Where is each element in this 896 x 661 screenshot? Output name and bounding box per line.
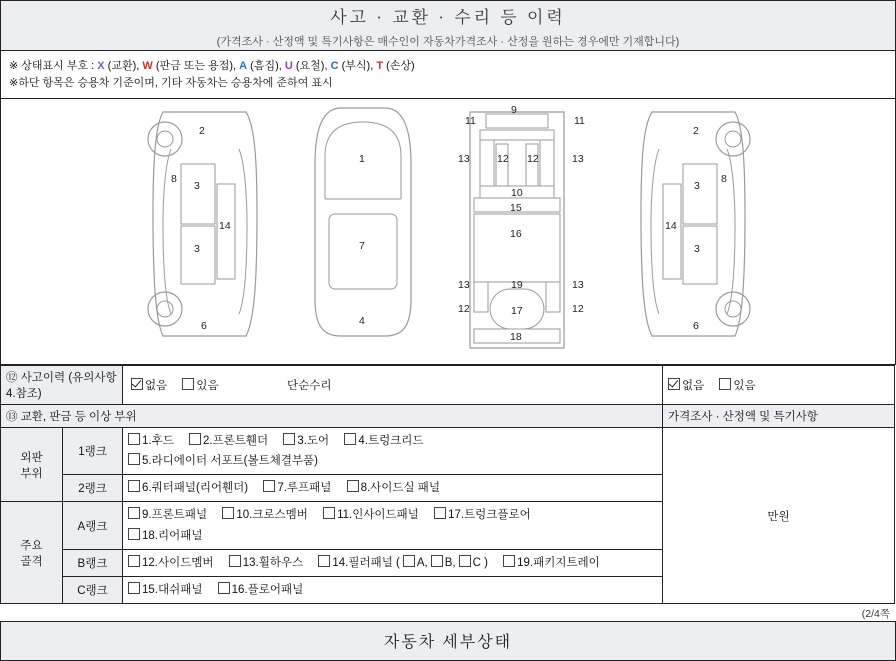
item-18[interactable]: [128, 526, 202, 546]
accident-history-row: [1, 366, 895, 405]
item-9-label: 9.프론트패널: [142, 509, 208, 522]
item-12[interactable]: [128, 553, 214, 573]
group-frame-label: 주요 골격: [1, 502, 63, 604]
item-14A-label: A,: [416, 556, 428, 569]
item-18-label: 18.리어패널: [142, 529, 203, 542]
page-title: 사고 · 교환 · 수리 등 이력: [330, 7, 566, 27]
code-a-label: (흠집): [250, 60, 279, 72]
item-4-label: 4.트렁크리드: [358, 435, 424, 448]
item-4[interactable]: [344, 431, 423, 451]
accident-none-label: 없음: [145, 380, 168, 393]
item-5-label: 5.라디에이터 서포트(볼트체결부품): [142, 455, 318, 468]
diagram-label-19: 19: [511, 279, 523, 292]
item-15-label: 15.대쉬패널: [142, 583, 203, 596]
exchange-title-row: [1, 405, 895, 428]
checkbox-icon[interactable]: [218, 582, 230, 594]
diagram-label-r14: 14: [665, 220, 677, 233]
history-table: [0, 365, 895, 604]
diagram-label-r6: 6: [693, 320, 699, 333]
checkbox-icon[interactable]: [189, 433, 201, 445]
code-t-symbol: T: [376, 60, 384, 72]
price-value: 만원: [663, 428, 895, 604]
checkbox-icon[interactable]: [229, 555, 241, 567]
rank-2-label: 2랭크: [63, 475, 123, 502]
item-19-label: 19.패키지트레이: [517, 556, 600, 569]
legend-line-2: ※하단 항목은 승용차 기준이며, 기타 자동차는 승용차에 준하여 표시: [9, 77, 333, 90]
page-subtitle: (가격조사 · 산정액 및 특기사항은 매수인이 자동차가격조사 · 산정을 원하는 경우에만 기재합니다): [216, 35, 680, 48]
item-14[interactable]: [318, 553, 488, 573]
checkbox-icon[interactable]: [318, 555, 330, 567]
diagram-label-2: 2: [199, 125, 205, 138]
code-x-label: (교환): [107, 60, 137, 72]
item-5[interactable]: [128, 451, 318, 471]
diagram-label-18: 18: [510, 331, 522, 344]
simple-repair-yes-option[interactable]: [719, 377, 755, 393]
outer-rank1-row: [1, 428, 895, 475]
diagram-label-r3a: 3: [694, 180, 700, 193]
checkbox-icon[interactable]: [128, 433, 140, 445]
diagram-label-11L: 11: [465, 115, 476, 128]
checkbox-icon[interactable]: [283, 433, 295, 445]
right-side-view: [641, 112, 750, 336]
item-7-label: 7.루프패널: [277, 482, 332, 495]
item-19[interactable]: [503, 553, 600, 573]
item-14-label: 14.필러패널 (: [332, 556, 400, 569]
item-15[interactable]: [128, 580, 202, 600]
item-3[interactable]: [283, 431, 329, 451]
diagram-label-r2: 2: [693, 125, 699, 138]
item-13[interactable]: [229, 553, 303, 573]
diagram-label-13R: 13: [572, 153, 584, 166]
rank-1-items: [123, 428, 663, 475]
checkbox-icon[interactable]: [128, 582, 140, 594]
code-a-symbol: A: [239, 60, 248, 72]
checkbox-icon[interactable]: [668, 378, 680, 390]
checkbox-icon[interactable]: [128, 507, 140, 519]
diagram-label-11R: 11: [574, 115, 585, 128]
checkbox-icon[interactable]: [344, 433, 356, 445]
checkbox-icon[interactable]: [719, 378, 731, 390]
checkbox-icon[interactable]: [128, 480, 140, 492]
item-6-label: 6.쿼터패널(리어휀더): [142, 482, 249, 495]
checkbox-icon[interactable]: [403, 555, 415, 567]
simple-repair-none-label: 없음: [682, 380, 705, 393]
item-6[interactable]: [128, 478, 248, 498]
accident-yes-option[interactable]: [182, 377, 218, 393]
rank-C-items: [123, 576, 663, 603]
checkbox-icon[interactable]: [503, 555, 515, 567]
rank-B-items: [123, 549, 663, 576]
diagram-label-12L: 12: [497, 153, 509, 166]
checkbox-icon[interactable]: [459, 555, 471, 567]
checkbox-icon[interactable]: [128, 528, 140, 540]
code-w-label: (판금 또는 용접): [155, 60, 234, 72]
simple-repair-none-option[interactable]: [668, 377, 704, 393]
simple-repair-label: 단순수리: [287, 380, 332, 393]
page-title-band: [0, 0, 896, 50]
legend-prefix: ※ 상태표시 부호 :: [9, 60, 98, 72]
diagram-label-r8: 8: [721, 173, 727, 186]
rank-C-label: C랭크: [63, 576, 123, 603]
rank-A-label: A랭크: [63, 502, 123, 549]
item-17-label: 17.트렁크플로어: [448, 509, 531, 522]
skeleton-view: [458, 104, 585, 348]
exchange-title-label: ⑬ 교환, 판금 등 이상 부위: [1, 405, 663, 428]
diagram-label-13L2: 13: [458, 279, 470, 292]
vehicle-diagram-band: [0, 99, 896, 365]
diagram-label-17: 17: [511, 305, 523, 318]
checkbox-icon[interactable]: [323, 507, 335, 519]
item-11-label: 11.인사이드패널: [337, 509, 419, 522]
code-x-symbol: X: [97, 60, 105, 72]
diagram-label-8: 8: [171, 173, 177, 186]
diagram-label-13L: 13: [458, 153, 470, 166]
diagram-label-1: 1: [359, 153, 365, 166]
item-8-label: 8.사이드실 패널: [360, 482, 441, 495]
simple-repair-yes-label: 있음: [733, 380, 756, 393]
diagram-label-12R: 12: [527, 153, 539, 166]
checkbox-icon[interactable]: [182, 378, 194, 390]
code-u-label: (요철): [295, 60, 325, 72]
diagram-label-10: 10: [511, 187, 523, 200]
item-14C-label: C ): [472, 556, 488, 569]
code-c-symbol: C: [330, 60, 339, 72]
accident-yes-label: 있음: [196, 380, 219, 393]
checkbox-icon[interactable]: [128, 453, 140, 465]
accident-history-label: ⑫ 사고이력 (유의사항 4.참조): [1, 366, 123, 405]
item-1-label: 1.후드: [142, 435, 174, 448]
simple-repair-options: [663, 366, 895, 405]
item-2-label: 2.프론트휀더: [203, 435, 269, 448]
checkbox-icon[interactable]: [131, 378, 143, 390]
checkbox-icon[interactable]: [431, 555, 443, 567]
diagram-label-12R2: 12: [572, 303, 584, 316]
checkbox-icon[interactable]: [128, 555, 140, 567]
section-title: 자동차 세부상태: [383, 634, 513, 652]
item-16[interactable]: [218, 580, 304, 600]
accident-history-options: [123, 366, 663, 405]
item-11[interactable]: [323, 505, 419, 525]
item-8[interactable]: [347, 478, 440, 498]
diagram-label-r3b: 3: [694, 243, 700, 256]
diagram-label-13R2: 13: [572, 279, 584, 292]
top-view: [315, 108, 411, 336]
code-c-label: (부식): [341, 60, 371, 72]
item-10[interactable]: [222, 505, 308, 525]
item-13-label: 13.휠하우스: [242, 556, 304, 569]
accident-none-option[interactable]: [131, 377, 167, 393]
vehicle-diagram: [1, 99, 895, 363]
page-number: (2/4쪽: [861, 607, 890, 620]
item-17[interactable]: [434, 505, 531, 525]
diagram-label-12L2: 12: [458, 303, 470, 316]
item-14B-label: B,: [444, 556, 456, 569]
legend-note-band: [0, 50, 896, 99]
diagram-label-16: 16: [510, 228, 522, 241]
item-16-label: 16.플로어패널: [231, 583, 304, 596]
diagram-label-14: 14: [219, 220, 231, 233]
legend-line: ※ 상태표시 부호 : X (교환), W (판금 또는 용접), A (흠집), U (요철), C (부식), T (손상): [9, 60, 415, 72]
rank-1-label: 1랭크: [63, 428, 123, 475]
price-header: 가격조사 · 산정액 및 특기사항: [663, 405, 895, 428]
code-w-symbol: W: [142, 60, 153, 72]
section-title-band: [0, 621, 896, 661]
checkbox-icon[interactable]: [347, 480, 359, 492]
item-1[interactable]: [128, 431, 174, 451]
diagram-label-15: 15: [510, 202, 522, 215]
checkbox-icon[interactable]: [434, 507, 446, 519]
left-side-view: [148, 112, 257, 336]
item-12-label: 12.사이드멤버: [142, 556, 214, 569]
item-2[interactable]: [189, 431, 268, 451]
item-7[interactable]: [263, 478, 331, 498]
checkbox-icon[interactable]: [222, 507, 234, 519]
code-u-symbol: U: [284, 60, 293, 72]
diagram-label-6: 6: [201, 320, 207, 333]
rank-2-items: [123, 475, 663, 502]
diagram-label-9: 9: [511, 104, 517, 117]
item-9[interactable]: [128, 505, 207, 525]
code-t-label: (손상): [386, 60, 415, 72]
diagram-label-4: 4: [359, 315, 365, 328]
item-10-label: 10.크로스멤버: [236, 509, 308, 522]
group-outer-label: 외판 부위: [1, 428, 63, 502]
checkbox-icon[interactable]: [263, 480, 275, 492]
rank-A-items: [123, 502, 663, 549]
diagram-label-3b: 3: [194, 243, 200, 256]
diagram-label-3a: 3: [194, 180, 200, 193]
rank-B-label: B랭크: [63, 549, 123, 576]
item-3-label: 3.도어: [297, 435, 330, 448]
diagram-label-7: 7: [359, 240, 365, 253]
